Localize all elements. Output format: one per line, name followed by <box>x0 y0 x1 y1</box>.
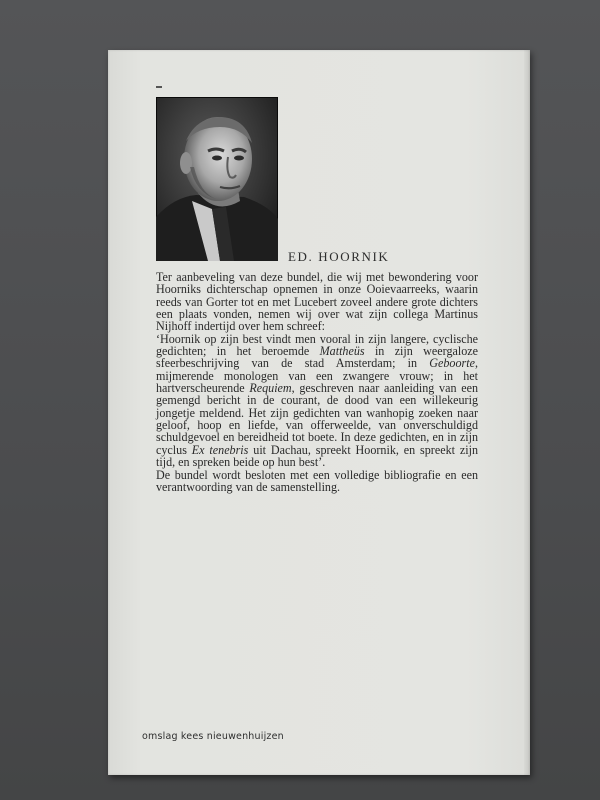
quote-part: in zijn weergaloze sfeerbeschrijving van de stad Amsterdam; in <box>156 344 479 371</box>
cover-edge-shadow <box>524 50 530 775</box>
nijhoff-quote <box>156 333 478 469</box>
author-name: ED. HOORNIK <box>288 249 390 264</box>
quote-title-geboorte: Geboorte <box>429 356 475 371</box>
portrait-image <box>156 97 278 261</box>
quote-title-mattheus: Mattheüs <box>319 344 365 359</box>
print-mark <box>156 86 162 88</box>
blurb-closing: De bundel wordt besloten met een volledige bibliografie en een verantwoording van de samenstelling. <box>156 467 478 494</box>
author-portrait <box>156 97 278 261</box>
blurb-intro: Ter aanbeveling van deze bundel, die wij met bewondering voor Hoorniks dichterschap opnemen in onze Ooievaarreeks, waarin reeds van Gorter tot en met Lucebert zoveel andere grote dichters een plaats vonden, nemen wij over wat zijn collega Martinus Nijhoff indertijd over hem schreef: <box>156 270 478 334</box>
quote-part: , mijmerende monologen van een zwangere vrouw; in het hartverscheurende <box>156 356 478 396</box>
book-back-cover <box>108 50 530 775</box>
quote-title-requiem: Requiem <box>249 381 292 396</box>
cover-design-credit: omslag kees nieuwenhuijzen <box>142 731 284 742</box>
quote-part: ‘Hoornik op zijn best vindt men vooral in zijn langere, cyclische gedichten; in het beroemde <box>156 331 478 359</box>
quote-part: uit Dachau, spreekt Hoornik, en spreekt zijn tijd, en spreken beide op hun best’. <box>156 442 478 470</box>
quote-title-ex-tenebris: Ex tenebris <box>191 442 249 457</box>
quote-part: , geschreven naar aanleiding van een gemengd bericht in de courant, de dood van een willekeurig jongetje meldend. Het zijn gedichten van wanhopig zoeken naar geloof, hoop en liefde, van offerweelde, van onverschuldigd schuldgevoel en bereidheid tot boete. In deze gedichten, en in zijn cyclus <box>156 381 478 457</box>
blurb-text <box>156 271 478 493</box>
